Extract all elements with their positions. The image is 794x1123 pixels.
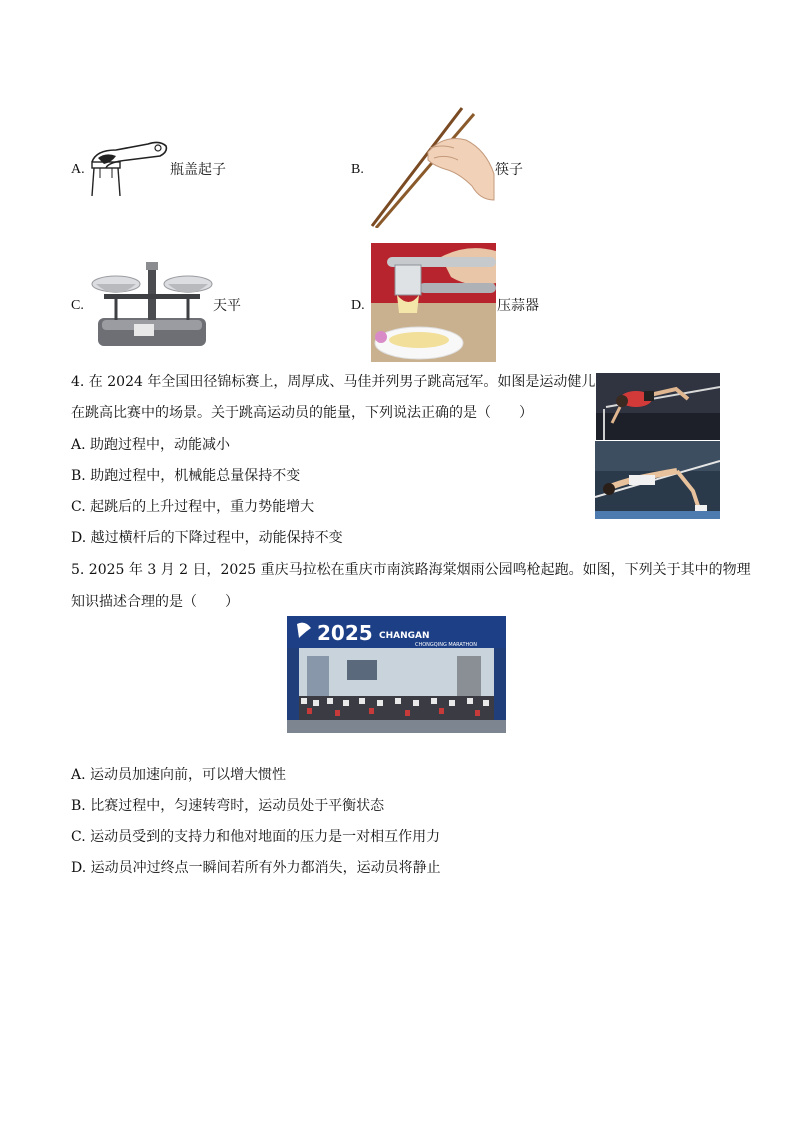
high-jump-photo-bottom bbox=[595, 441, 720, 519]
q5-stem-line2: 知识描述合理的是（ ） bbox=[71, 594, 239, 610]
option-d-label: 压蒜器 bbox=[497, 298, 539, 314]
option-b-letter: B. bbox=[351, 162, 364, 177]
option-a-label: 瓶盖起子 bbox=[170, 162, 226, 178]
banner-year-text: 2025 bbox=[317, 621, 373, 645]
q4-option-c: C. 起跳后的上升过程中，重力势能增大 bbox=[71, 499, 315, 515]
q4-stem-line1: 4. 在 2024 年全国田径锦标赛上，周厚成、马佳并列男子跳高冠军。如图是运动健儿 bbox=[71, 374, 596, 390]
q4-option-a: A. 助跑过程中，动能减小 bbox=[71, 437, 231, 453]
q5-option-a: A. 运动员加速向前，可以增大惯性 bbox=[71, 767, 287, 783]
q5-stem-line1: 5. 2025 年 3 月 2 日，2025 重庆马拉松在重庆市南滨路海棠烟雨公园鸣枪起跑。如图，下列关于其中的物理 bbox=[71, 562, 751, 578]
garlic-press-image bbox=[371, 243, 496, 362]
option-a-letter: A. bbox=[71, 162, 85, 177]
chopsticks-image bbox=[368, 104, 496, 228]
marathon-start-photo bbox=[287, 616, 506, 733]
bottle-opener-image bbox=[86, 136, 170, 198]
option-b-label: 筷子 bbox=[495, 162, 523, 178]
banner-sub-text: CHANGAN bbox=[379, 631, 430, 641]
option-c-label: 天平 bbox=[213, 298, 241, 314]
q4-option-b: B. 助跑过程中，机械能总量保持不变 bbox=[71, 468, 301, 484]
q5-option-d: D. 运动员冲过终点一瞬间若所有外力都消失，运动员将静止 bbox=[71, 860, 441, 876]
high-jump-photo-top bbox=[596, 373, 720, 440]
banner-sub2-text: CHONGQING MARATHON bbox=[415, 642, 477, 648]
q4-stem-line2: 在跳高比赛中的场景。关于跳高运动员的能量，下列说法正确的是（ ） bbox=[71, 405, 533, 421]
q5-option-c: C. 运动员受到的支持力和他对地面的压力是一对相互作用力 bbox=[71, 829, 441, 845]
q5-option-b: B. 比赛过程中，匀速转弯时，运动员处于平衡状态 bbox=[71, 798, 385, 814]
option-d-letter: D. bbox=[351, 298, 365, 313]
q4-option-d: D. 越过横杆后的下降过程中，动能保持不变 bbox=[71, 530, 343, 546]
balance-scale-image bbox=[90, 260, 214, 350]
option-c-letter: C. bbox=[71, 298, 84, 313]
